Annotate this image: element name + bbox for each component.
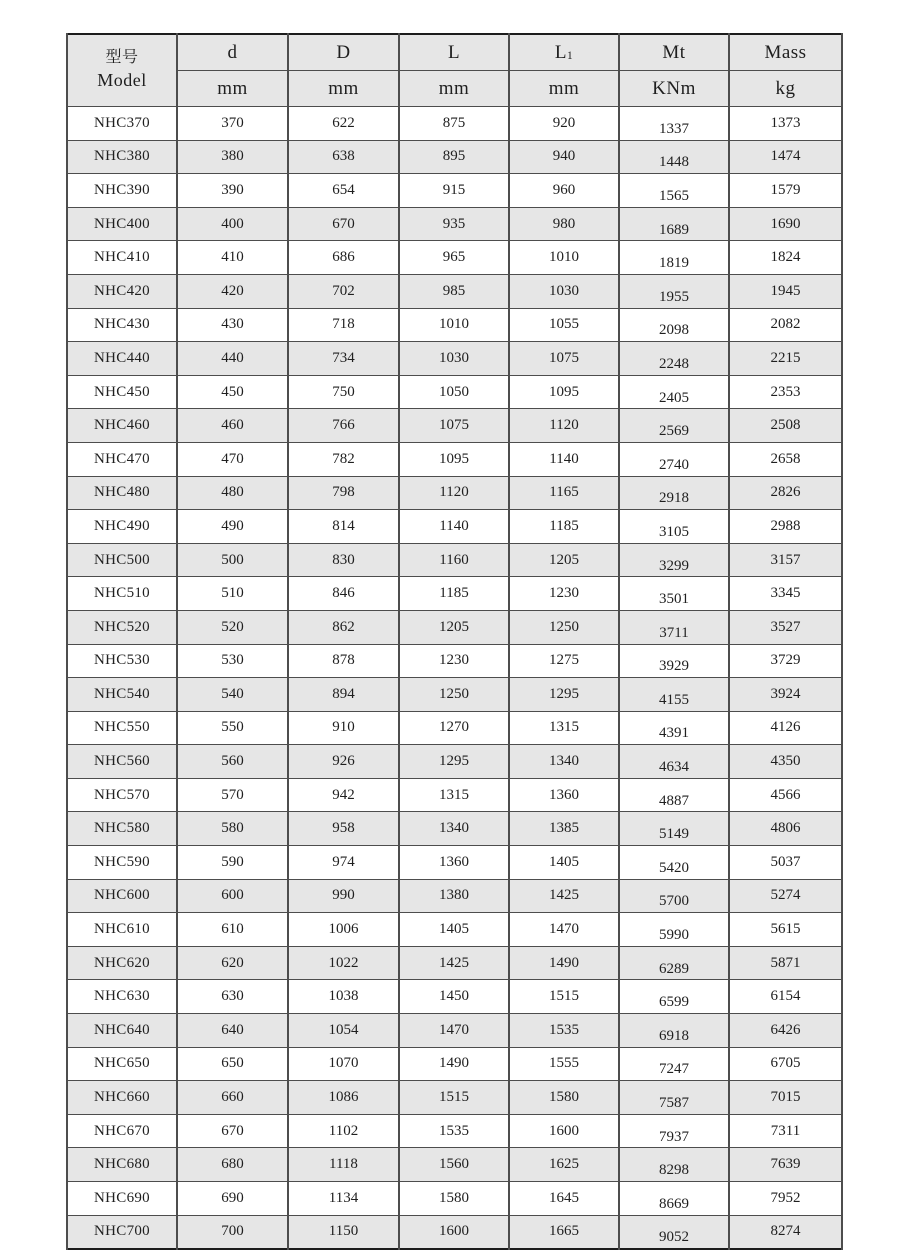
cell-model: NHC560 xyxy=(67,745,177,779)
table-row xyxy=(67,1114,842,1148)
cell-L1: 1055 xyxy=(509,308,619,342)
cell-L1: 1230 xyxy=(509,577,619,611)
cell-L: 1315 xyxy=(399,778,509,812)
cell-L1: 980 xyxy=(509,207,619,241)
cell-L: 1515 xyxy=(399,1081,509,1115)
cell-d: 400 xyxy=(177,207,288,241)
cell-model: NHC540 xyxy=(67,678,177,712)
cell-Mass: 1690 xyxy=(729,207,842,241)
header-row-labels xyxy=(67,34,842,71)
header-row-units xyxy=(67,71,842,107)
cell-D: 814 xyxy=(288,510,399,544)
cell-d: 670 xyxy=(177,1114,288,1148)
cell-model: NHC570 xyxy=(67,778,177,812)
cell-model: NHC660 xyxy=(67,1081,177,1115)
cell-L: 1560 xyxy=(399,1148,509,1182)
cell-Mass: 7639 xyxy=(729,1148,842,1182)
cell-Mt: 2098 xyxy=(619,308,729,342)
cell-Mt: 4391 xyxy=(619,711,729,745)
cell-model: NHC430 xyxy=(67,308,177,342)
cell-L: 1010 xyxy=(399,308,509,342)
header-unit-L1: mm xyxy=(509,71,619,107)
cell-D: 686 xyxy=(288,241,399,275)
cell-L1: 1385 xyxy=(509,812,619,846)
cell-D: 1086 xyxy=(288,1081,399,1115)
cell-L: 935 xyxy=(399,207,509,241)
cell-D: 830 xyxy=(288,543,399,577)
header-col-Mt xyxy=(619,34,729,71)
cell-d: 490 xyxy=(177,510,288,544)
cell-L1: 1535 xyxy=(509,1014,619,1048)
cell-L: 895 xyxy=(399,140,509,174)
cell-Mt: 4887 xyxy=(619,778,729,812)
cell-D: 910 xyxy=(288,711,399,745)
table-row xyxy=(67,678,842,712)
cell-L1: 1425 xyxy=(509,879,619,913)
cell-Mass: 5037 xyxy=(729,846,842,880)
header-model-en: Model xyxy=(97,70,147,91)
cell-Mt: 7937 xyxy=(619,1114,729,1148)
cell-Mt: 1448 xyxy=(619,140,729,174)
cell-L1: 1165 xyxy=(509,476,619,510)
cell-Mass: 5615 xyxy=(729,913,842,947)
cell-model: NHC500 xyxy=(67,543,177,577)
cell-L: 1205 xyxy=(399,610,509,644)
cell-Mt: 1337 xyxy=(619,107,729,141)
cell-L1: 1205 xyxy=(509,543,619,577)
table-row xyxy=(67,1148,842,1182)
cell-Mass: 8274 xyxy=(729,1215,842,1249)
cell-Mass: 2988 xyxy=(729,510,842,544)
header-unit-D: mm xyxy=(288,71,399,107)
cell-d: 600 xyxy=(177,879,288,913)
cell-Mass: 3729 xyxy=(729,644,842,678)
table-row xyxy=(67,107,842,141)
cell-Mt: 5700 xyxy=(619,879,729,913)
cell-L: 985 xyxy=(399,274,509,308)
cell-L: 1230 xyxy=(399,644,509,678)
cell-D: 1150 xyxy=(288,1215,399,1249)
cell-D: 990 xyxy=(288,879,399,913)
table-row xyxy=(67,946,842,980)
cell-d: 610 xyxy=(177,913,288,947)
cell-L1: 1315 xyxy=(509,711,619,745)
table-row xyxy=(67,1182,842,1216)
cell-d: 370 xyxy=(177,107,288,141)
cell-D: 1006 xyxy=(288,913,399,947)
cell-L1: 1600 xyxy=(509,1114,619,1148)
header-unit-d: mm xyxy=(177,71,288,107)
header-col-Mass-label: Mass xyxy=(764,41,807,63)
table-row xyxy=(67,879,842,913)
cell-L: 1120 xyxy=(399,476,509,510)
cell-Mass: 5274 xyxy=(729,879,842,913)
cell-Mass: 7311 xyxy=(729,1114,842,1148)
cell-Mass: 3345 xyxy=(729,577,842,611)
cell-L: 1380 xyxy=(399,879,509,913)
cell-L1: 1665 xyxy=(509,1215,619,1249)
cell-L1: 1140 xyxy=(509,442,619,476)
cell-L1: 1340 xyxy=(509,745,619,779)
cell-L1: 1295 xyxy=(509,678,619,712)
cell-D: 974 xyxy=(288,846,399,880)
table-row xyxy=(67,510,842,544)
cell-Mt: 6918 xyxy=(619,1014,729,1048)
cell-Mt: 3299 xyxy=(619,543,729,577)
cell-L1: 1470 xyxy=(509,913,619,947)
cell-Mass: 2215 xyxy=(729,342,842,376)
cell-Mt: 3711 xyxy=(619,610,729,644)
cell-d: 410 xyxy=(177,241,288,275)
cell-L: 1490 xyxy=(399,1047,509,1081)
cell-Mt: 1819 xyxy=(619,241,729,275)
table-row xyxy=(67,711,842,745)
cell-L1: 1275 xyxy=(509,644,619,678)
cell-Mt: 8669 xyxy=(619,1182,729,1216)
cell-model: NHC390 xyxy=(67,174,177,208)
cell-Mt: 2918 xyxy=(619,476,729,510)
cell-d: 530 xyxy=(177,644,288,678)
table-row xyxy=(67,442,842,476)
header-unit-L: mm xyxy=(399,71,509,107)
cell-d: 430 xyxy=(177,308,288,342)
cell-D: 958 xyxy=(288,812,399,846)
cell-L1: 1010 xyxy=(509,241,619,275)
cell-model: NHC590 xyxy=(67,846,177,880)
cell-D: 734 xyxy=(288,342,399,376)
cell-Mass: 7015 xyxy=(729,1081,842,1115)
cell-model: NHC690 xyxy=(67,1182,177,1216)
cell-model: NHC510 xyxy=(67,577,177,611)
cell-L: 1535 xyxy=(399,1114,509,1148)
header-col-L1-sub: 1 xyxy=(566,49,574,62)
cell-Mt: 3105 xyxy=(619,510,729,544)
header-model xyxy=(67,34,177,107)
header-col-L1 xyxy=(509,34,619,71)
cell-Mass: 2353 xyxy=(729,375,842,409)
cell-d: 620 xyxy=(177,946,288,980)
cell-Mt: 3929 xyxy=(619,644,729,678)
cell-D: 1102 xyxy=(288,1114,399,1148)
header-col-D-label: D xyxy=(336,41,351,63)
cell-D: 718 xyxy=(288,308,399,342)
cell-d: 570 xyxy=(177,778,288,812)
cell-D: 782 xyxy=(288,442,399,476)
cell-model: NHC450 xyxy=(67,375,177,409)
cell-Mt: 4634 xyxy=(619,745,729,779)
cell-model: NHC460 xyxy=(67,409,177,443)
header-col-d-label: d xyxy=(227,41,238,63)
cell-L: 965 xyxy=(399,241,509,275)
cell-D: 1134 xyxy=(288,1182,399,1216)
table-row xyxy=(67,846,842,880)
cell-L: 1425 xyxy=(399,946,509,980)
table-row xyxy=(67,812,842,846)
header-col-L-label: L xyxy=(447,41,461,63)
table-row xyxy=(67,1014,842,1048)
cell-L: 1160 xyxy=(399,543,509,577)
cell-model: NHC630 xyxy=(67,980,177,1014)
cell-L1: 1555 xyxy=(509,1047,619,1081)
table-header xyxy=(67,34,842,107)
cell-L1: 1360 xyxy=(509,778,619,812)
table-row xyxy=(67,745,842,779)
cell-model: NHC620 xyxy=(67,946,177,980)
cell-L: 1075 xyxy=(399,409,509,443)
cell-D: 638 xyxy=(288,140,399,174)
cell-Mt: 1565 xyxy=(619,174,729,208)
cell-Mt: 5420 xyxy=(619,846,729,880)
cell-d: 460 xyxy=(177,409,288,443)
cell-Mass: 1373 xyxy=(729,107,842,141)
cell-Mt: 2405 xyxy=(619,375,729,409)
cell-D: 702 xyxy=(288,274,399,308)
header-col-L xyxy=(399,34,509,71)
cell-L1: 1095 xyxy=(509,375,619,409)
cell-Mass: 4806 xyxy=(729,812,842,846)
cell-d: 510 xyxy=(177,577,288,611)
cell-d: 380 xyxy=(177,140,288,174)
cell-Mt: 5149 xyxy=(619,812,729,846)
cell-Mt: 2569 xyxy=(619,409,729,443)
cell-model: NHC530 xyxy=(67,644,177,678)
cell-L: 875 xyxy=(399,107,509,141)
cell-D: 846 xyxy=(288,577,399,611)
cell-Mass: 7952 xyxy=(729,1182,842,1216)
cell-L: 1095 xyxy=(399,442,509,476)
cell-Mt: 2248 xyxy=(619,342,729,376)
cell-model: NHC490 xyxy=(67,510,177,544)
cell-D: 894 xyxy=(288,678,399,712)
cell-Mt: 5990 xyxy=(619,913,729,947)
cell-D: 670 xyxy=(288,207,399,241)
table-row xyxy=(67,644,842,678)
cell-L1: 1405 xyxy=(509,846,619,880)
cell-D: 1022 xyxy=(288,946,399,980)
table-row xyxy=(67,207,842,241)
cell-d: 470 xyxy=(177,442,288,476)
cell-D: 654 xyxy=(288,174,399,208)
cell-L: 1050 xyxy=(399,375,509,409)
table-row xyxy=(67,913,842,947)
header-unit-Mt: KNm xyxy=(619,71,729,107)
header-col-Mt-label: Mt xyxy=(662,41,686,63)
cell-Mt: 7247 xyxy=(619,1047,729,1081)
cell-Mass: 2508 xyxy=(729,409,842,443)
table-row xyxy=(67,342,842,376)
cell-d: 450 xyxy=(177,375,288,409)
cell-d: 700 xyxy=(177,1215,288,1249)
cell-L: 1185 xyxy=(399,577,509,611)
cell-L: 1030 xyxy=(399,342,509,376)
cell-L1: 1120 xyxy=(509,409,619,443)
cell-model: NHC680 xyxy=(67,1148,177,1182)
table-row xyxy=(67,610,842,644)
cell-L1: 1030 xyxy=(509,274,619,308)
cell-L1: 1250 xyxy=(509,610,619,644)
table-row xyxy=(67,241,842,275)
table-row xyxy=(67,1047,842,1081)
cell-d: 650 xyxy=(177,1047,288,1081)
table-row xyxy=(67,476,842,510)
cell-model: NHC410 xyxy=(67,241,177,275)
cell-d: 550 xyxy=(177,711,288,745)
cell-L1: 1515 xyxy=(509,980,619,1014)
cell-L: 1470 xyxy=(399,1014,509,1048)
cell-L1: 1580 xyxy=(509,1081,619,1115)
cell-Mass: 6154 xyxy=(729,980,842,1014)
cell-d: 690 xyxy=(177,1182,288,1216)
table-row xyxy=(67,375,842,409)
table-row xyxy=(67,140,842,174)
cell-L: 1270 xyxy=(399,711,509,745)
table-row xyxy=(67,1081,842,1115)
table-row xyxy=(67,1215,842,1249)
cell-D: 1070 xyxy=(288,1047,399,1081)
cell-model: NHC440 xyxy=(67,342,177,376)
cell-model: NHC380 xyxy=(67,140,177,174)
cell-D: 1118 xyxy=(288,1148,399,1182)
cell-model: NHC640 xyxy=(67,1014,177,1048)
header-col-L1-label: L xyxy=(554,41,567,63)
table-row xyxy=(67,174,842,208)
cell-L: 1600 xyxy=(399,1215,509,1249)
cell-Mt: 3501 xyxy=(619,577,729,611)
cell-L1: 960 xyxy=(509,174,619,208)
table-row xyxy=(67,778,842,812)
cell-Mt: 4155 xyxy=(619,678,729,712)
table-row xyxy=(67,543,842,577)
cell-D: 766 xyxy=(288,409,399,443)
cell-Mass: 4566 xyxy=(729,778,842,812)
cell-model: NHC370 xyxy=(67,107,177,141)
cell-d: 480 xyxy=(177,476,288,510)
cell-L: 1140 xyxy=(399,510,509,544)
cell-Mass: 4350 xyxy=(729,745,842,779)
table-body xyxy=(67,107,842,1250)
cell-Mass: 6426 xyxy=(729,1014,842,1048)
cell-D: 1054 xyxy=(288,1014,399,1048)
table-row xyxy=(67,409,842,443)
cell-Mass: 1824 xyxy=(729,241,842,275)
cell-L: 1580 xyxy=(399,1182,509,1216)
cell-model: NHC400 xyxy=(67,207,177,241)
table-row xyxy=(67,577,842,611)
cell-Mass: 2658 xyxy=(729,442,842,476)
cell-Mass: 4126 xyxy=(729,711,842,745)
cell-L1: 940 xyxy=(509,140,619,174)
cell-d: 580 xyxy=(177,812,288,846)
header-col-Mass xyxy=(729,34,842,71)
header-col-d xyxy=(177,34,288,71)
header-model-zh: 型号 xyxy=(105,49,139,67)
cell-D: 1038 xyxy=(288,980,399,1014)
cell-model: NHC470 xyxy=(67,442,177,476)
cell-L: 1340 xyxy=(399,812,509,846)
cell-model: NHC580 xyxy=(67,812,177,846)
cell-Mass: 3157 xyxy=(729,543,842,577)
cell-d: 640 xyxy=(177,1014,288,1048)
cell-D: 798 xyxy=(288,476,399,510)
cell-Mt: 9052 xyxy=(619,1215,729,1249)
cell-Mass: 6705 xyxy=(729,1047,842,1081)
cell-model: NHC600 xyxy=(67,879,177,913)
cell-Mass: 2826 xyxy=(729,476,842,510)
cell-L1: 1490 xyxy=(509,946,619,980)
table-row xyxy=(67,308,842,342)
cell-model: NHC670 xyxy=(67,1114,177,1148)
cell-L1: 1625 xyxy=(509,1148,619,1182)
cell-d: 520 xyxy=(177,610,288,644)
header-col-D xyxy=(288,34,399,71)
cell-Mt: 7587 xyxy=(619,1081,729,1115)
cell-L: 1295 xyxy=(399,745,509,779)
cell-L1: 1185 xyxy=(509,510,619,544)
cell-L: 1450 xyxy=(399,980,509,1014)
cell-L1: 920 xyxy=(509,107,619,141)
cell-D: 878 xyxy=(288,644,399,678)
table-row xyxy=(67,980,842,1014)
cell-d: 590 xyxy=(177,846,288,880)
cell-model: NHC610 xyxy=(67,913,177,947)
cell-d: 660 xyxy=(177,1081,288,1115)
cell-Mt: 2740 xyxy=(619,442,729,476)
cell-D: 750 xyxy=(288,375,399,409)
cell-Mass: 1474 xyxy=(729,140,842,174)
cell-Mt: 1689 xyxy=(619,207,729,241)
cell-d: 500 xyxy=(177,543,288,577)
cell-d: 560 xyxy=(177,745,288,779)
cell-D: 942 xyxy=(288,778,399,812)
cell-L1: 1645 xyxy=(509,1182,619,1216)
cell-Mt: 6599 xyxy=(619,980,729,1014)
cell-L1: 1075 xyxy=(509,342,619,376)
cell-model: NHC480 xyxy=(67,476,177,510)
cell-d: 540 xyxy=(177,678,288,712)
cell-d: 680 xyxy=(177,1148,288,1182)
cell-Mass: 5871 xyxy=(729,946,842,980)
cell-Mass: 1579 xyxy=(729,174,842,208)
cell-L: 915 xyxy=(399,174,509,208)
cell-model: NHC420 xyxy=(67,274,177,308)
cell-L: 1360 xyxy=(399,846,509,880)
cell-d: 420 xyxy=(177,274,288,308)
cell-model: NHC550 xyxy=(67,711,177,745)
cell-D: 622 xyxy=(288,107,399,141)
cell-Mass: 2082 xyxy=(729,308,842,342)
cell-Mt: 1955 xyxy=(619,274,729,308)
cell-D: 862 xyxy=(288,610,399,644)
table-row xyxy=(67,274,842,308)
cell-L: 1405 xyxy=(399,913,509,947)
cell-Mt: 8298 xyxy=(619,1148,729,1182)
cell-L: 1250 xyxy=(399,678,509,712)
cell-d: 390 xyxy=(177,174,288,208)
cell-Mt: 6289 xyxy=(619,946,729,980)
cell-d: 630 xyxy=(177,980,288,1014)
cell-model: NHC650 xyxy=(67,1047,177,1081)
cell-D: 926 xyxy=(288,745,399,779)
cell-model: NHC520 xyxy=(67,610,177,644)
cell-Mass: 3924 xyxy=(729,678,842,712)
spec-table xyxy=(66,33,843,1250)
cell-Mass: 1945 xyxy=(729,274,842,308)
header-unit-Mass: kg xyxy=(729,71,842,107)
cell-Mass: 3527 xyxy=(729,610,842,644)
cell-d: 440 xyxy=(177,342,288,376)
cell-model: NHC700 xyxy=(67,1215,177,1249)
